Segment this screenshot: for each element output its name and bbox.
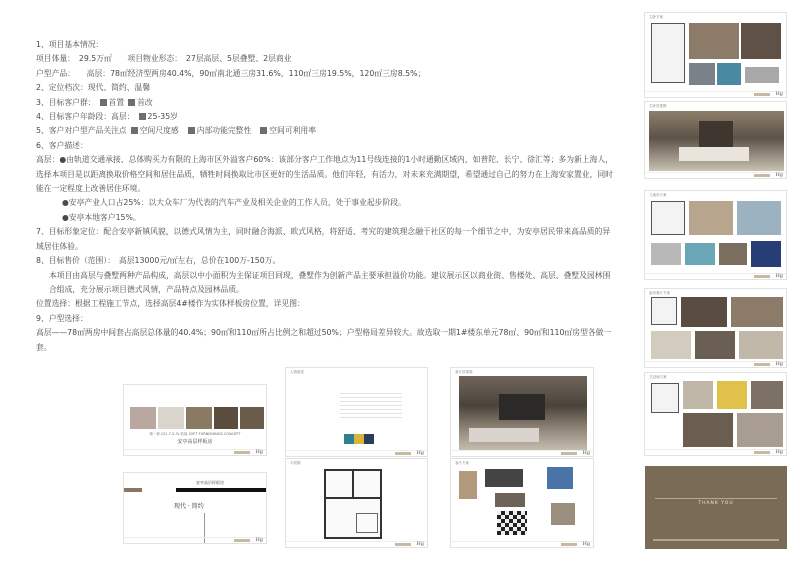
board-living-scheme — [450, 458, 594, 548]
unit-selection-paragraph: 高层——78㎡两房中间套占高层总体量的40.4%；90㎡和110㎡所占比例之和超过50%；户型格局差异较大。故选取一期1#楼东单元78㎡、90㎡和110㎡房型各做一套。 — [36, 328, 612, 352]
persona-text-block — [340, 390, 402, 420]
floor-plan-drawing — [324, 469, 382, 539]
board-footer — [124, 537, 266, 543]
color-swatch — [364, 434, 374, 444]
accent-bar — [124, 488, 142, 492]
cabinet-photo — [695, 331, 735, 359]
footer-line — [653, 539, 779, 541]
basin-photo — [737, 413, 783, 447]
logo: Hg — [775, 91, 783, 97]
bedroom-photo — [689, 23, 739, 59]
board-kids-room-scheme — [644, 190, 787, 280]
lamp-photo — [719, 243, 747, 265]
square-bullet-icon — [139, 113, 146, 120]
style-title: 现代 · 简约 — [174, 503, 204, 510]
accessory-photo — [717, 63, 741, 85]
logo: Hg — [775, 361, 783, 367]
divider-bar — [176, 488, 266, 492]
location-line: 位置选择：根据工程施工节点，选择高层4#楼作为实体样板房位置，详见图： — [36, 299, 305, 309]
bedroom-render — [649, 111, 784, 171]
board-footer — [645, 273, 786, 279]
board-footer — [286, 541, 427, 547]
board-caption: 主卧方案 — [649, 15, 663, 19]
target-customer-label: 3、目标客户群： — [36, 97, 96, 107]
plan-thumbnail — [651, 297, 677, 325]
plan-thumbnail — [651, 201, 685, 235]
board-title: 安亭高层样板房 — [177, 439, 213, 445]
kitchen-photo — [731, 297, 783, 327]
board-footer — [451, 541, 593, 547]
board-subtitle: 第一套 (Q1-7-5-3) 软装 SOFT FURNISHINGS CONCEPT — [149, 432, 241, 436]
kids-room-photo — [689, 201, 733, 235]
board-floorplan — [285, 458, 428, 548]
local-customers-line: ●安亭本地客户15%。 — [62, 212, 141, 222]
photo-tableware — [158, 407, 184, 429]
focus-points-line — [36, 124, 614, 138]
furniture-photo — [741, 23, 781, 59]
bath-photo — [683, 381, 713, 409]
color-swatch — [354, 434, 364, 444]
board-thank-you — [645, 466, 787, 549]
table-photo — [651, 331, 691, 359]
customer-description-paragraph: 高层：●由轨道交通承接、总体购买力有限的上海市区外溢客户60%：该部分客户工作地点为11号线连接的1小时通勤区域内，如普陀、长宁、徐汇等；多为新上海人，选择本项目是以距离换取价格空间和居住品质，牺牲时间换取比市区更好的生活品质。他们年轻，有活力，对未来充满期望，希望通过自己的努力在上海安家置业，同时能在一定程度上改善居住环境。 — [36, 155, 613, 194]
board-caption: 客厅效果图 — [455, 370, 473, 374]
car-photo — [745, 67, 779, 83]
photo-rug — [497, 511, 527, 535]
logo: Hg — [775, 449, 783, 455]
board-caption: 儿童房方案 — [649, 193, 667, 197]
customer-description-heading: 6、客户描述： — [36, 140, 88, 150]
photo-room — [240, 407, 264, 429]
focus-usability: 空间可利用率 — [269, 126, 317, 136]
unit-selection-heading: 9、户型选择： — [36, 313, 88, 323]
board-master-bedroom-scheme — [644, 12, 787, 98]
board-caption: 平面图 — [290, 461, 301, 465]
product-paragraph: 本项目由高层与叠墅两种产品构成，高层以中小面积为主保证项目回现，叠墅作为创新产品主要承担溢价功能。建议展示区以商业街、售楼处、高层、叠墅及园林围合组成，充分展示项目德式风情，产品特点及园林品质。 — [49, 270, 611, 294]
divider-line — [655, 498, 777, 499]
logo: Hg — [775, 172, 783, 178]
first-home-label: 首置 — [108, 97, 125, 107]
union-jack-photo — [751, 241, 781, 267]
industry-customers-line: ●安亭产业人口占25%：以大众车厂为代表的汽车产业及相关企业的工作人员，处于事业起步阶段。 — [62, 198, 406, 208]
logo: Hg — [582, 450, 590, 456]
square-bullet-icon — [131, 127, 138, 134]
board-master-bedroom-render — [644, 101, 787, 179]
photo-art — [485, 469, 523, 487]
board-caption: 厨房餐厅方案 — [649, 291, 670, 295]
plan-thumbnail — [651, 383, 679, 413]
photo-armchair — [551, 503, 575, 525]
square-bullet-icon — [188, 127, 195, 134]
flower-photo — [717, 381, 747, 409]
photo-sofa — [495, 493, 525, 507]
board-footer — [645, 361, 786, 367]
board-footer — [451, 450, 593, 456]
board-footer — [645, 172, 786, 178]
logo: Hg — [582, 541, 590, 547]
vanity-photo — [751, 381, 783, 409]
board-caption: 主卧效果图 — [649, 104, 667, 108]
logo: Hg — [416, 541, 424, 547]
plan-thumbnail — [651, 23, 685, 83]
price-line: 8、目标售价（范围）： 高层13000元/㎡左右，总价在100万-150万。 — [36, 256, 281, 266]
focus-function: 内部功能完整性 — [196, 126, 252, 136]
board-persona — [285, 367, 428, 457]
van-photo — [685, 243, 715, 265]
section-1-heading: 1、项目基本情况： — [36, 40, 104, 49]
living-room-render — [459, 376, 587, 450]
square-bullet-icon — [100, 99, 107, 106]
bathroom-render — [683, 413, 733, 447]
board-footer — [645, 91, 786, 97]
photo-chair — [547, 467, 573, 489]
image-positioning-paragraph: 7、目标形象定位：配合安亭新镇风貌，以德式风情为主，同时融合海派、欧式风格，将舒适、考究的建筑理念融于社区的每一个细节之中，为安亭居民带来高品质的异域居住体验。 — [36, 227, 611, 251]
board-caption: 人物描述 — [290, 370, 304, 374]
color-swatch — [344, 434, 354, 444]
age-range-line — [36, 110, 614, 124]
board-footer — [645, 449, 786, 455]
board-footer — [286, 450, 427, 456]
target-customer-line — [36, 96, 614, 110]
board-caption: 卫浴间方案 — [649, 375, 667, 379]
board-bathroom-scheme — [644, 372, 787, 456]
age-range-value: 25-35岁 — [147, 112, 178, 122]
logo: Hg — [255, 537, 263, 543]
focus-space-scale: 空间尺度感 — [139, 126, 179, 136]
board-cover — [123, 384, 267, 456]
logo: Hg — [255, 449, 263, 455]
photo-strip — [124, 407, 266, 429]
positioning-line: 2、定位档次：现代、简约、温馨 — [36, 83, 151, 93]
photo-flowers — [130, 407, 156, 429]
board-kitchen-dining-scheme — [644, 288, 787, 368]
unit-mix-line: 户型产品： 高层：78㎡经济型两房40.4%，90㎡南北通三房31.6%，110㎡三房19.5%，120㎡三房8.5%； — [36, 68, 426, 78]
focus-points-label: 5、客户对户型产品关注点 — [36, 126, 127, 136]
car-model-photo — [651, 243, 681, 265]
project-volume-line: 项目体量： 29.5万㎡ 项目物业形态： 27层高层、5层叠墅、2层商业 — [36, 54, 292, 64]
chair-photo — [737, 201, 781, 235]
board-style — [123, 472, 267, 544]
material-photo — [689, 63, 715, 85]
photo-lamp — [186, 407, 212, 429]
logo: Hg — [416, 450, 424, 456]
square-bullet-icon — [128, 99, 135, 106]
board-footer — [124, 449, 266, 455]
board-label: 安亭高层样板房 — [196, 480, 224, 485]
logo: Hg — [775, 273, 783, 279]
photo-shelf — [214, 407, 238, 429]
dining-photo — [681, 297, 727, 327]
photo-vase — [459, 471, 477, 499]
age-range-label: 4、目标客户年龄段：高层： — [36, 112, 135, 122]
board-living-render — [450, 367, 594, 457]
upgrade-label: 首改 — [137, 97, 153, 107]
project-description — [36, 38, 614, 355]
tableware-photo — [739, 331, 783, 359]
board-caption: 客厅方案 — [455, 461, 469, 465]
thank-you-text: THANK YOU — [698, 501, 734, 506]
square-bullet-icon — [260, 127, 267, 134]
